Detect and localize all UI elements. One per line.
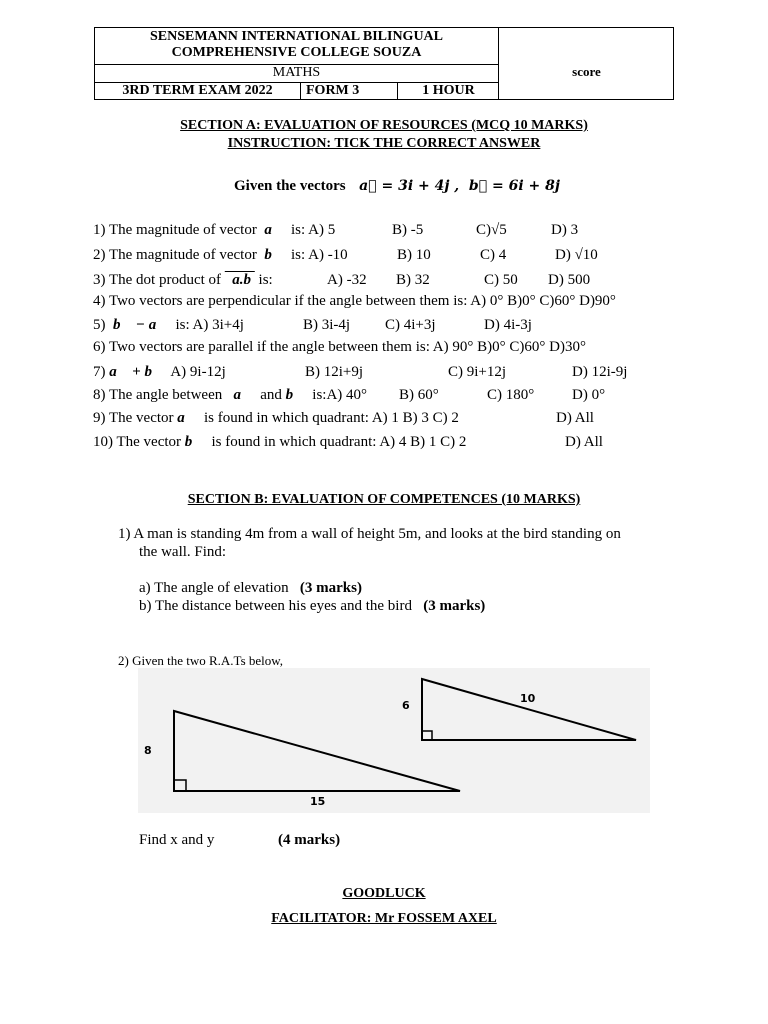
q9-option-d: D) All	[556, 410, 594, 426]
q8-and: and	[260, 387, 282, 403]
q3-is: is:	[258, 272, 273, 288]
find-marks: (4 marks)	[278, 832, 341, 848]
q7-option-a: A) 9i-12j	[170, 364, 226, 380]
q1a-marks: (3 marks)	[299, 580, 362, 596]
q5-text: 5)	[93, 317, 106, 333]
q8-option-b: B) 60°	[399, 387, 439, 403]
q3-option-a: A) -32	[327, 272, 367, 288]
q3-option-b: B) 32	[396, 272, 430, 288]
q1-option-b: B) -5	[392, 222, 424, 238]
section-b-q1-line2: the wall. Find:	[139, 544, 227, 560]
school-name-line2: COMPREHENSIVE COLLEGE SOUZA	[171, 45, 422, 60]
q3-option-c: C) 50	[484, 272, 518, 288]
big-triangle	[174, 711, 460, 791]
q1-option-c: C)√5	[476, 222, 507, 238]
question-4: 4) Two vectors are perpendicular if the angle between them is: A) 0° B)0° C)60° D)90°	[93, 293, 616, 309]
question-6: 6) Two vectors are parallel if the angle between them is: A) 90° B)0° C)60° D)30°	[93, 339, 586, 355]
q8-text: 8) The angle between	[93, 387, 223, 403]
q1b-marks: (3 marks)	[423, 598, 486, 614]
q9-options-abc: is found in which quadrant: A) 1 B) 3 C) 2	[203, 410, 459, 426]
question-9: 9) The vector a⃗ is found in which quadrant: A) 1 B) 3 C) 2	[93, 410, 459, 426]
q10-options-abc: is found in which quadrant: A) 4 B) 1 C) 2	[211, 434, 467, 450]
q8-option-d: D) 0°	[572, 387, 606, 403]
q2-option-d: D) √10	[555, 247, 598, 263]
section-a-title: SECTION A: EVALUATION OF RESOURCES (MCQ 10 MARKS)	[180, 118, 588, 133]
q2-option-c: C) 4	[480, 247, 507, 263]
q1a-text: a) The angle of elevation	[139, 580, 289, 596]
question-10: 10) The vector b⃗ is found in which quadrant: A) 4 B) 1 C) 2	[93, 434, 467, 450]
subject: MATHS	[272, 65, 321, 80]
score-label: score	[572, 64, 601, 79]
section-b-q1a	[139, 580, 362, 597]
question-5: 5) b⃗ − a⃗ is: A) 3i+4j	[93, 317, 244, 333]
q7-option-c: C) 9i+12j	[448, 364, 507, 380]
big-base-label: 15	[310, 795, 326, 808]
q7-option-b: B) 12i+9j	[305, 364, 364, 380]
small-height-label: 6	[402, 699, 410, 712]
given-text: Given the vectors	[234, 178, 346, 194]
q8-option-a: is:A) 40°	[312, 387, 368, 403]
small-hyp-label: 10	[520, 692, 536, 705]
section-b-title: SECTION B: EVALUATION OF COMPETENCES (10 MARKS)	[187, 492, 581, 507]
form-label: FORM 3	[306, 83, 360, 98]
q9-text: 9) The vector	[93, 410, 174, 426]
big-right-angle-marker	[174, 780, 186, 791]
big-height-label: 8	[144, 744, 152, 757]
q2-option-b: B) 10	[397, 247, 431, 263]
q1b-text: b) The distance between his eyes and the bird	[139, 598, 412, 614]
q2-option-a: is: A) -10	[291, 247, 348, 263]
goodluck: GOODLUCK	[342, 886, 426, 901]
section-b-q1-line1: 1) A man is standing 4m from a wall of height 5m, and looks at the bird standing on	[118, 526, 621, 542]
section-a-instruction: INSTRUCTION: TICK THE CORRECT ANSWER	[227, 136, 541, 151]
q8-option-c: C) 180°	[487, 387, 535, 403]
q10-text: 10) The vector	[93, 434, 182, 450]
find-x-y: Find x and y	[139, 832, 215, 848]
header-table	[94, 27, 674, 100]
small-triangle	[422, 679, 636, 740]
question-8: 8) The angle between a⃗ and b⃗ is:A) 40°	[93, 387, 368, 403]
q1-text: 1) The magnitude of vector	[93, 222, 257, 238]
question-7: 7) a⃗ + b⃗ A) 9i-12j	[93, 364, 226, 380]
q3-option-d: D) 500	[548, 272, 591, 288]
q5-option-c: C) 4i+3j	[385, 317, 436, 333]
q3-text: 3) The dot product of	[93, 272, 222, 288]
q5-option-d: D) 4i-3j	[484, 317, 532, 333]
term-label: 3RD TERM EXAM 2022	[122, 83, 273, 98]
duration-label: 1 HOUR	[422, 83, 475, 98]
triangles-figure	[138, 668, 650, 813]
facilitator: FACILITATOR: Mr FOSSEM AXEL	[271, 911, 497, 926]
question-1: 1) The magnitude of vector a⃗ is: A) 5	[93, 222, 336, 238]
small-right-angle-marker	[422, 731, 432, 740]
q7-text: 7)	[93, 364, 106, 380]
q10-option-d: D) All	[565, 434, 603, 450]
q1-option-a: is: A) 5	[291, 222, 336, 238]
question-2: 2) The magnitude of vector b⃗ is: A) -10	[93, 247, 348, 263]
q2-text: 2) The magnitude of vector	[93, 247, 257, 263]
given-vectors: Given the vectors a⃗ = 3i + 4j , b⃗ = 6i + 8j	[234, 178, 560, 194]
school-name-line1: SENSEMANN INTERNATIONAL BILINGUAL	[149, 29, 444, 44]
q1-option-d: D) 3	[551, 222, 579, 238]
q7-option-d: D) 12i-9j	[572, 364, 628, 380]
q5-option-b: B) 3i-4j	[303, 317, 351, 333]
section-b-q2: 2) Given the two R.A.Ts below,	[118, 653, 284, 668]
section-b-q1b	[139, 598, 485, 615]
question-3: 3) The dot product of a.b is:	[93, 272, 273, 288]
q5-option-a: is: A) 3i+4j	[175, 317, 244, 333]
